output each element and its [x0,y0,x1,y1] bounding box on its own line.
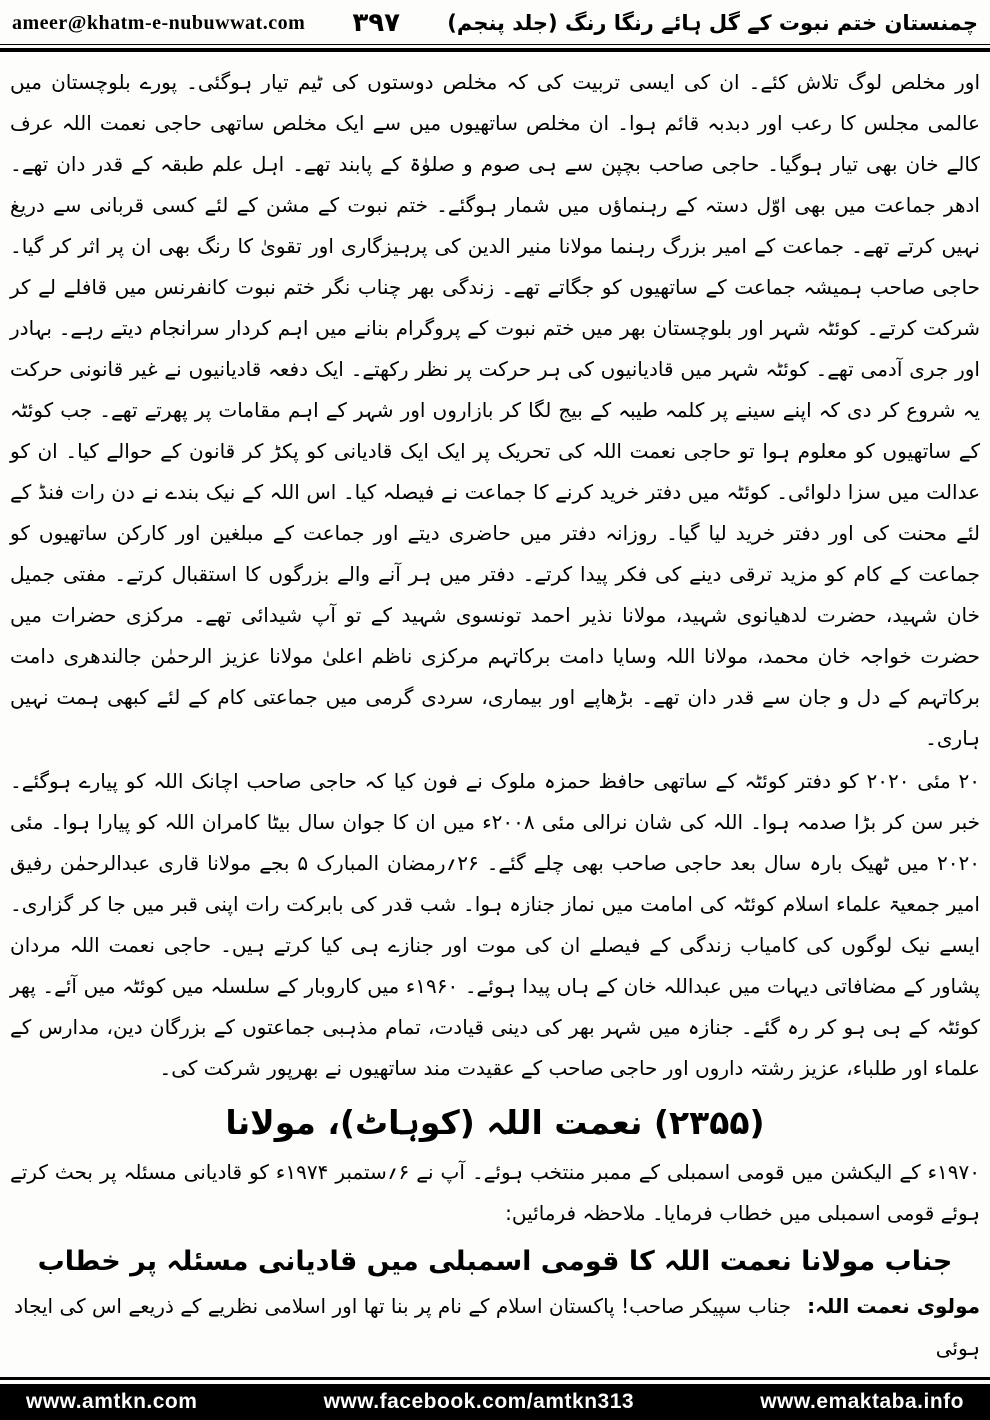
header-divider-rule [0,44,990,52]
entry-intro-paragraph: ۱۹۷۰ء کے الیکشن میں قومی اسمبلی کے ممبر منتخب ہوئے۔ آپ نے ۶؍ستمبر ۱۹۷۴ء کو قادیانی مسئلہ پر بحث کرتے ہوئے قومی اسمبلی میں خطاب فرمایا۔ ملاحظہ فرمائیں: [10,1160,980,1225]
speech-opening-text: جناب سپیکر صاحب! پاکستان اسلام کے نام پر بنا تھا اور اسلامی نظریے کے ذریعے اس کی ایجاد ہوئی [14,1294,980,1360]
speaker-name: مولوی نعمت اللہ: [807,1294,980,1318]
author-email: ameer@khatm-e-nubuwwat.com [12,11,306,34]
biography-paragraph-2: ۲۰ مئی ۲۰۲۰ کو دفتر کوئٹہ کے ساتھی حافظ حمزہ ملوک نے فون کیا کہ حاجی صاحب اچانک اللہ کو پیارے ہوگئے۔ خبر سن کر بڑا صدمہ ہوا۔ اللہ کی شان نرالی مئی ۲۰۰۸ء میں ان کا جوان سال بیٹا کامران اللہ کو پیارا ہوا۔ مئی ۲۰۲۰ میں ٹھیک بارہ سال بعد حاجی صاحب بھی چلے گئے۔ ۲۶؍رمضان المبارک ۵ بجے مولانا قاری عبدالرحمٰن رفیق امیر جمعیۃ علماء اسلام کوئٹہ کی امامت میں نماز جنازہ ہوا۔ شب قدر کی بابرکت رات اپنی قبر میں جا کر گزاری۔ ایسے نیک لوگوں کی کامیاب زندگی کے فیصلے ان کی موت اور جنازے ہی کیا کرتے ہیں۔ حاجی نعمت اللہ مردان پشاور کے مضافاتی دیہات میں عبداللہ خان کے ہاں پیدا ہوئے۔ ۱۹۶۰ء میں کاروبار کے سلسلہ میں کوئٹہ میں آئے۔ پھر کوئٹہ کے ہی ہو کر رہ گئے۔ جنازہ میں شہر بھر کی دینی قیادت، تمام مذہبی جماعتوں کے بزرگان دین، مدارس کے علماء اور طلباء، عزیز رشتہ داروں اور حاجی صاحب کے عقیدت مند ساتھیوں نے بھرپور شرکت کی۔ [10,769,980,1080]
entry-heading: (۲۳۵۵) نعمت اللہ (کوہاٹ)، مولانا [225,1103,765,1142]
footer-url-emaktaba: www.emaktaba.info [760,1390,964,1413]
footer-divider-rule [0,1377,990,1380]
footer-url-amtkn: www.amtkn.com [26,1390,198,1413]
biography-paragraph-1: اور مخلص لوگ تلاش کئے۔ ان کی ایسی تربیت کی کہ مخلص دوستوں کی ٹیم تیار ہوگئی۔ پورے بلوچستان میں عالمی مجلس کا رعب اور دبدبہ قائم ہوا۔ ان مخلص ساتھیوں میں سے ایک مخلص ساتھی حاجی نعمت اللہ عرف کالے خان بھی تیار ہوگیا۔ حاجی صاحب بچپن سے ہی صوم و صلوٰۃ کے پابند تھے۔ اہل علم طبقہ کے قدر دان تھے۔ ادھر جماعت میں بھی اوّل دستہ کے رہنماؤں میں شمار ہوگئے۔ ختم نبوت کے مشن کے لئے کسی قربانی سے دریغ نہیں کرتے تھے۔ جماعت کے امیر بزرگ رہنما مولانا منیر الدین کی پرہیزگاری اور تقویٰ کا رنگ بھی ان پر اثر کر گیا۔ حاجی صاحب ہمیشہ جماعت کے ساتھیوں کو جگاتے تھے۔ زندگی بھر چناب نگر ختم نبوت کانفرنس میں قافلے لے کر شرکت کرتے۔ کوئٹہ شہر اور بلوچستان بھر میں ختم نبوت کے پروگرام بنانے میں اہم کردار سرانجام دیتے رہے۔ بہادر اور جری آدمی تھے۔ کوئٹہ شہر میں قادیانیوں کی ہر حرکت پر نظر رکھتے۔ ایک دفعہ قادیانیوں نے غیر قانونی حرکت یہ شروع کر دی کہ اپنے سینے پر کلمہ طیبہ کے بیج لگا کر بازاروں اور شہر کے اہم مقامات پر پھرتے تھے۔ جب کوئٹہ کے ساتھیوں کو معلوم ہوا تو حاجی نعمت اللہ کی تحریک پر ایک ایک قادیانی کو پکڑ کر قانون کے حوالے کیا۔ ان کو عدالت میں سزا دلوائی۔ کوئٹہ میں دفتر خرید کرنے کا جماعت نے فیصلہ کیا۔ اس اللہ کے نیک بندے نے دن رات فنڈ کے لئے محنت کی اور دفتر خرید لیا گیا۔ روزانہ دفتر میں حاضری دیتے اور جماعت کے مبلغین اور کارکن ساتھیوں کو جماعت کے کام کو مزید ترقی دینے کی فکر پیدا کرتے۔ دفتر میں ہر آنے والے بزرگوں کا استقبال کرتے۔ مفتی جمیل خان شہید، حضرت لدھیانوی شہید، مولانا نذیر احمد تونسوی شہید کے تو آپ شیدائی تھے۔ مرکزی حضرات میں حضرت خواجہ خان محمد، مولانا اللہ وسایا دامت برکاتہم مرکزی ناظم اعلیٰ مولانا عزیز الرحمٰن جالندھری دامت برکاتہم کے دل و جان سے قدر دان تھے۔ بڑھاپے اور بیماری، سردی گرمی میں جماعتی کام کے لئے کبھی ہمت نہیں ہاری۔ [10,70,980,750]
speech-heading: جناب مولانا نعمت اللہ کا قومی اسمبلی میں قادیانی مسئلہ پر خطاب [37,1246,953,1277]
footer-url-facebook: www.facebook.com/amtkn313 [323,1390,635,1413]
book-title: چمنستان ختم نبوت کے گل ہائے رنگا رنگ (جلد پنجم) [447,11,978,35]
page-footer [0,1377,990,1420]
page-body [0,58,990,1369]
speech-paragraph [10,1285,980,1369]
footer-bar [0,1384,990,1420]
page-number: ۳۹۷ [352,8,401,38]
page-header [0,0,990,42]
